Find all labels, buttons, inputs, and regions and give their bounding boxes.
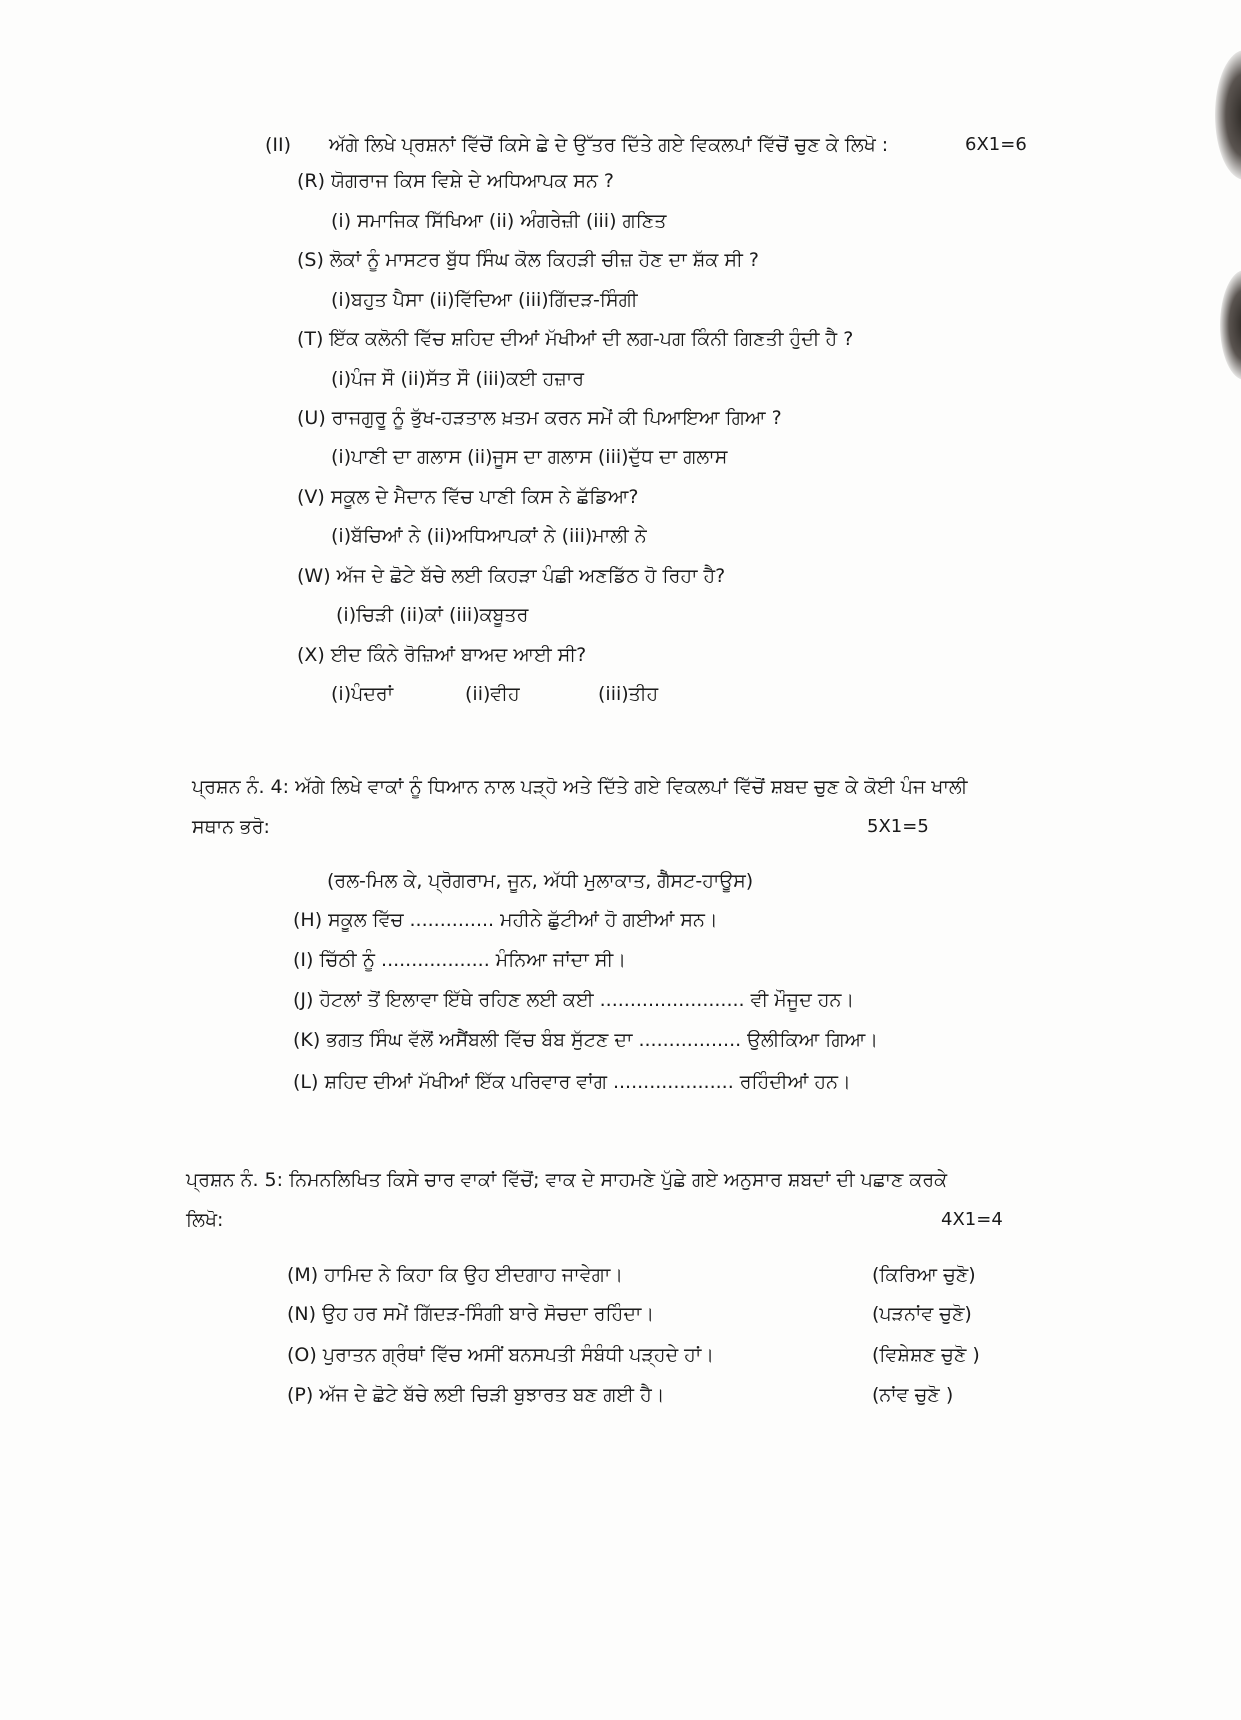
options-r: (i) ਸਮਾਜਿਕ ਸਿੱਖਿਆ (ii) ਅੰਗਰੇਜ਼ੀ (iii) ਗਣਿਤ	[331, 210, 667, 232]
q5-item-n: (N) ਉਹ ਹਰ ਸਮੇਂ ਗਿੱਦੜ-ਸਿੰਗੀ ਬਾਰੇ ਸੋਚਦਾ ਰਹਿੰਦਾ।	[287, 1303, 655, 1325]
question-t: (T) ਇੱਕ ਕਲੋਨੀ ਵਿੱਚ ਸ਼ਹਿਦ ਦੀਆਂ ਮੱਖੀਆਂ ਦੀ ਲਗ-ਪਗ ਕਿੰਨੀ ਗਿਣਤੀ ਹੁੰਦੀ ਹੈ ?	[297, 328, 854, 350]
q4-item-k: (K) ਭਗਤ ਸਿੰਘ ਵੱਲੋਂ ਅਸੈਂਬਲੀ ਵਿੱਚ ਬੰਬ ਸੁੱਟਣ ਦਾ ................. ਉਲੀਕਿਆ ਗਿਆ।	[293, 1029, 879, 1051]
options-u: (i)ਪਾਣੀ ਦਾ ਗਲਾਸ (ii)ਜੂਸ ਦਾ ਗਲਾਸ (iii)ਦੁੱਧ ਦਾ ਗਲਾਸ	[331, 446, 728, 468]
q4-word-bank: (ਰਲ-ਮਿਲ ਕੇ, ਪ੍ਰੋਗਰਾਮ, ਜੂਨ, ਅੱਧੀ ਮੁਲਾਕਾਤ, ਗੈੱਸਟ-ਹਾਊਸ)	[327, 870, 754, 892]
q4-item-j: (J) ਹੋਟਲਾਂ ਤੋਂ ਇਲਾਵਾ ਇੱਥੇ ਰਹਿਣ ਲਈ ਕਈ ........................ ਵੀ ਮੌਜੂਦ ਹਨ।	[293, 989, 855, 1011]
section-label: (II)	[265, 134, 292, 156]
q5-instruction-line2: ਲਿਖੋ:	[186, 1209, 224, 1231]
q4-item-i: (I) ਚਿੱਠੀ ਨੂੰ .................. ਮੰਨਿਆ ਜਾਂਦਾ ਸੀ।	[293, 949, 626, 971]
q4-item-h: (H) ਸਕੂਲ ਵਿੱਚ .............. ਮਹੀਨੇ ਛੁੱਟੀਆਂ ਹੋ ਗਈਆਂ ਸਨ।	[293, 909, 718, 931]
scan-artifact	[1220, 270, 1241, 380]
q5-task-m: (ਕਿਰਿਆ ਚੁਣੋ)	[872, 1264, 976, 1286]
option-x-1: (i)ਪੰਦਰਾਂ	[331, 683, 394, 705]
q4-marks: 5X1=5	[867, 816, 929, 837]
section-marks: 6X1=6	[965, 134, 1027, 155]
q5-task-p: (ਨਾਂਵ ਚੁਣੋ )	[872, 1384, 954, 1406]
question-u: (U) ਰਾਜਗੁਰੂ ਨੂੰ ਭੁੱਖ-ਹੜਤਾਲ ਖ਼ਤਮ ਕਰਨ ਸਮੇਂ ਕੀ ਪਿਆਇਆ ਗਿਆ ?	[297, 407, 782, 429]
q5-marks: 4X1=4	[941, 1209, 1003, 1230]
section-instruction: ਅੱਗੇ ਲਿਖੇ ਪ੍ਰਸ਼ਨਾਂ ਵਿੱਚੋਂ ਕਿਸੇ ਛੇ ਦੇ ਉੱਤਰ ਦਿੱਤੇ ਗਏ ਵਿਕਲਪਾਂ ਵਿੱਚੋਂ ਚੁਣ ਕੇ ਲਿਖੋ :	[329, 134, 889, 156]
q4-instruction-line2: ਸਥਾਨ ਭਰੋ:	[192, 816, 270, 838]
q4-instruction-line1: ਪ੍ਰਸ਼ਨ ਨੰ. 4: ਅੱਗੇ ਲਿਖੇ ਵਾਕਾਂ ਨੂੰ ਧਿਆਨ ਨਾਲ ਪੜ੍ਹੋ ਅਤੇ ਦਿੱਤੇ ਗਏ ਵਿਕਲਪਾਂ ਵਿੱਚੋਂ ਸ਼ਬਦ ਚੁਣ ਕੇ ਕੋਈ ਪੰਜ ਖਾਲੀ	[192, 776, 968, 798]
q4-item-l: (L) ਸ਼ਹਿਦ ਦੀਆਂ ਮੱਖੀਆਂ ਇੱਕ ਪਰਿਵਾਰ ਵਾਂਗ .................... ਰਹਿੰਦੀਆਂ ਹਨ।	[293, 1071, 851, 1093]
scan-artifact	[1215, 50, 1241, 180]
options-w: (i)ਚਿੜੀ (ii)ਕਾਂ (iii)ਕਬੂਤਰ	[336, 604, 529, 626]
q5-item-o: (O) ਪੁਰਾਤਨ ਗ੍ਰੰਥਾਂ ਵਿੱਚ ਅਸੀਂ ਬਨਸਪਤੀ ਸੰਬੰਧੀ ਪੜ੍ਹਦੇ ਹਾਂ।	[287, 1344, 715, 1366]
option-x-2: (ii)ਵੀਹ	[465, 683, 520, 705]
question-x: (X) ਈਦ ਕਿੰਨੇ ਰੋਜ਼ਿਆਂ ਬਾਅਦ ਆਈ ਸੀ?	[297, 644, 587, 666]
question-s: (S) ਲੋਕਾਂ ਨੂੰ ਮਾਸਟਰ ਬੁੱਧ ਸਿੰਘ ਕੋਲ ਕਿਹੜੀ ਚੀਜ਼ ਹੋਣ ਦਾ ਸ਼ੱਕ ਸੀ ?	[297, 249, 759, 271]
options-t: (i)ਪੰਜ ਸੌ (ii)ਸੱਤ ਸੌ (iii)ਕਈ ਹਜ਼ਾਰ	[331, 368, 584, 390]
q5-item-p: (P) ਅੱਜ ਦੇ ਛੋਟੇ ਬੱਚੇ ਲਈ ਚਿੜੀ ਬੁਝਾਰਤ ਬਣ ਗਈ ਹੈ।	[287, 1384, 665, 1406]
q5-instruction-line1: ਪ੍ਰਸ਼ਨ ਨੰ. 5: ਨਿਮਨਲਿਖਿਤ ਕਿਸੇ ਚਾਰ ਵਾਕਾਂ ਵਿੱਚੋਂ; ਵਾਕ ਦੇ ਸਾਹਮਣੇ ਪੁੱਛੇ ਗਏ ਅਨੁਸਾਰ ਸ਼ਬਦਾਂ ਦੀ ਪਛਾਣ ਕਰਕੇ	[186, 1169, 948, 1191]
question-v: (V) ਸਕੂਲ ਦੇ ਮੈਦਾਨ ਵਿੱਚ ਪਾਣੀ ਕਿਸ ਨੇ ਛੱਡਿਆ?	[297, 486, 639, 508]
option-x-3: (iii)ਤੀਹ	[598, 683, 659, 705]
question-r: (R) ਯੋਗਰਾਜ ਕਿਸ ਵਿਸ਼ੇ ਦੇ ਅਧਿਆਪਕ ਸਨ ?	[297, 170, 614, 192]
q5-task-o: (ਵਿਸ਼ੇਸ਼ਣ ਚੁਣੋ )	[872, 1344, 980, 1366]
options-v: (i)ਬੱਚਿਆਂ ਨੇ (ii)ਅਧਿਆਪਕਾਂ ਨੇ (iii)ਮਾਲੀ ਨੇ	[331, 525, 647, 547]
options-s: (i)ਬਹੁਤ ਪੈਸਾ (ii)ਵਿੱਦਿਆ (iii)ਗਿੱਦੜ-ਸਿੰਗੀ	[331, 289, 638, 311]
q5-task-n: (ਪੜਨਾਂਵ ਚੁਣੋ)	[872, 1303, 972, 1325]
question-w: (W) ਅੱਜ ਦੇ ਛੋਟੇ ਬੱਚੇ ਲਈ ਕਿਹੜਾ ਪੰਛੀ ਅਣਡਿੱਠ ਹੋ ਰਿਹਾ ਹੈ?	[297, 565, 726, 587]
q5-item-m: (M) ਹਾਮਿਦ ਨੇ ਕਿਹਾ ਕਿ ਉਹ ਈਦਗਾਹ ਜਾਵੇਗਾ।	[287, 1264, 624, 1286]
